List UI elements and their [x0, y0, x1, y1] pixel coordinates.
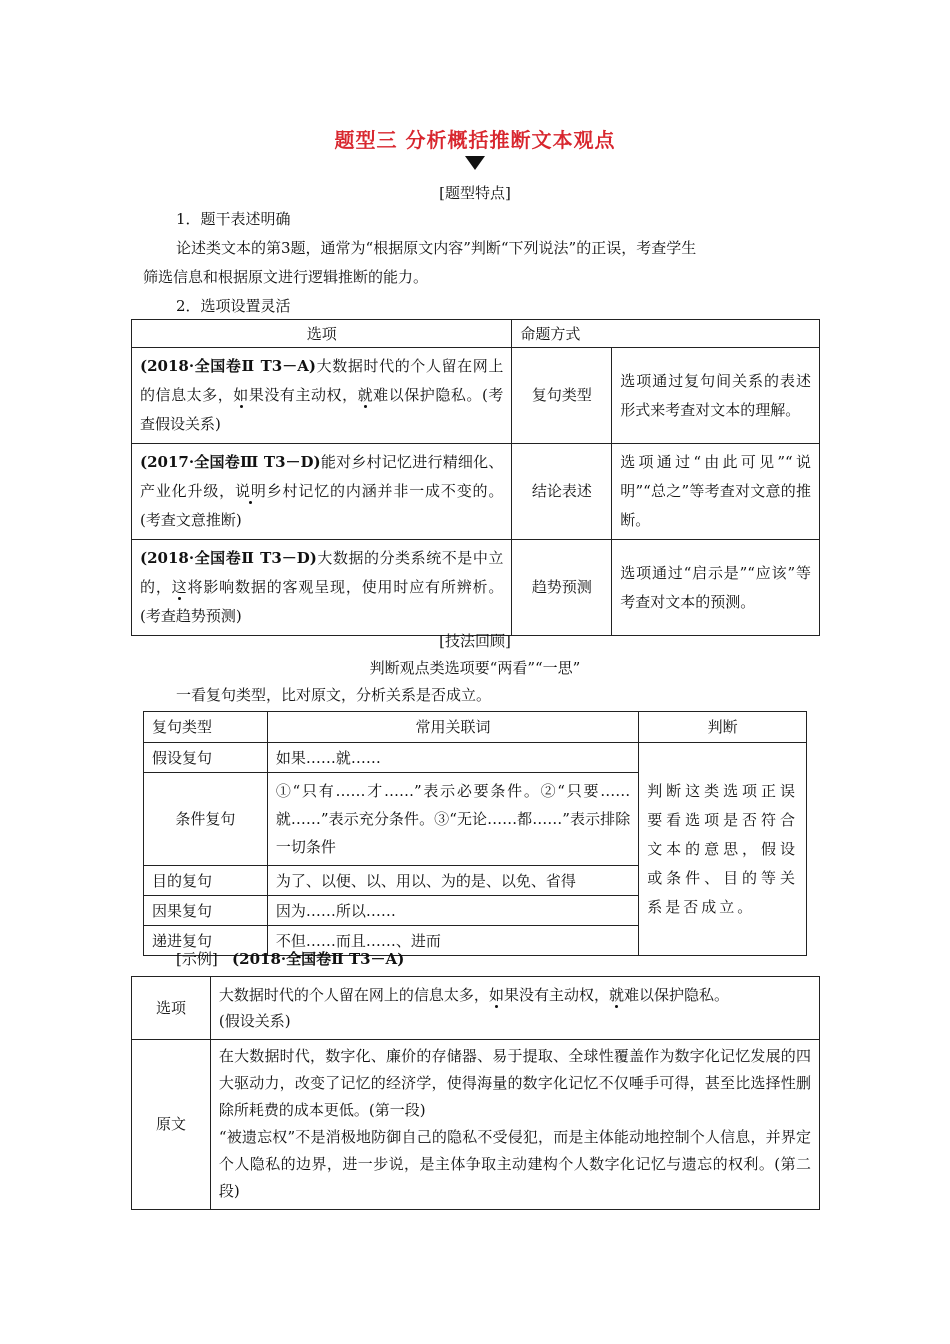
table-row-1-option: (2018·全国卷Ⅱ T3－A)大数据时代的个人留在网上的信息太多，如果没有主动权，就难以保护隐私。(考查假设关系): [132, 348, 512, 444]
table-row-type: 目的复句: [144, 866, 268, 896]
header-method: 命题方式: [512, 320, 820, 348]
source-paragraph-1: 在大数据时代，数字化、廉价的存储器、易于提取、全球性覆盖作为数字化记忆发展的四大驱动力，改变了记忆的经济学，使得海量的数字化记忆不仅唾手可得，甚至比选择性删除所耗费的成本更低。(第一段): [218, 1047, 811, 1119]
table-row-words: ①“只有……才……”表示必要条件。②“只要……就……”表示充分条件。③“无论……都……”表示排除一切条件: [267, 773, 638, 866]
source-paragraph-2: “被遗忘权”不是消极地防御自己的隐私不受侵犯，而是主体能动地控制个人信息，并界定个人隐私的边界，进一步说，是主体争取主动建构个人数字化记忆与遗忘的权利。(第二段): [218, 1128, 811, 1200]
table-row-words: 为了、以便、以、用以、为的是、以免、省得: [267, 866, 638, 896]
point1-body-line2: 筛选信息和根据原文进行逻辑推断的能力。: [143, 268, 429, 286]
table-row-3-desc: 选项通过“启示是”“应该”等考查对文本的预测。: [612, 540, 820, 636]
table-row-3-type: 趋势预测: [512, 540, 612, 636]
header-judge: 判断: [639, 712, 807, 743]
example-option-text: 大数据时代的个人留在网上的信息太多，如果没有主动权，就难以保护隐私。 (假设关系): [210, 977, 819, 1040]
skills-subheading: 判断观点类选项要“两看”“一思”: [369, 659, 581, 677]
example-source-label: 原文: [132, 1040, 211, 1210]
features-heading: [题型特点]: [439, 184, 511, 202]
table-row-type: 因果复句: [144, 896, 268, 926]
table-row-3-option: (2018·全国卷Ⅱ T3－D)大数据的分类系统不是中立的，这将影响数据的客观呈现，使用时应有所辨析。(考查趋势预测): [132, 540, 512, 636]
table-row-type: 递进复句: [144, 926, 268, 956]
table-row-2-option: (2017·全国卷Ⅲ T3－D)能对乡村记忆进行精细化、产业化升级，说明乡村记忆的内涵并非一成不变的。(考查文意推断): [132, 444, 512, 540]
table-row-1-type: 复句类型: [512, 348, 612, 444]
skills-heading: [技法回顾]: [439, 632, 511, 650]
table-row-words: 如果……就……: [267, 743, 638, 773]
example-label: [示例]: [176, 950, 218, 968]
header-option: 选项: [132, 320, 512, 348]
point1-body-line1: 论述类文本的第3题，通常为“根据原文内容”判断“下列说法”的正误，考查学生: [176, 239, 697, 257]
header-clause-type: 复句类型: [144, 712, 268, 743]
example-table: [131, 976, 820, 1210]
table-row-type: 假设复句: [144, 743, 268, 773]
table-row-1-desc: 选项通过复句间关系的表述形式来考查对文本的理解。: [612, 348, 820, 444]
point1-title: 1．题干表述明确: [176, 210, 291, 228]
point2-title: 2．选项设置灵活: [176, 297, 291, 315]
page-title: 题型三 分析概括推断文本观点: [334, 128, 616, 152]
example-option-label: 选项: [132, 977, 211, 1040]
example-source: (2018·全国卷Ⅱ T3－A): [232, 950, 405, 968]
example-source-text: [210, 1040, 819, 1210]
table-row-words: 不但……而且……、进而: [267, 926, 638, 956]
judge-cell: 判断这类选项正误要看选项是否符合文本的意思，假设或条件、目的等关系是否成立。: [639, 743, 807, 956]
clause-type-table: [143, 711, 807, 956]
down-triangle-icon: [465, 156, 485, 170]
table-row-2-type: 结论表述: [512, 444, 612, 540]
table-row-2-desc: 选项通过“由此可见”“说明”“总之”等考查对文意的推断。: [612, 444, 820, 540]
look1-text: 一看复句类型，比对原文，分析关系是否成立。: [176, 686, 492, 704]
table-row-type: 条件复句: [144, 773, 268, 866]
header-words: 常用关联词: [267, 712, 638, 743]
table-row-words: 因为……所以……: [267, 896, 638, 926]
option-settings-table: [131, 319, 820, 636]
example-line: [176, 948, 404, 969]
